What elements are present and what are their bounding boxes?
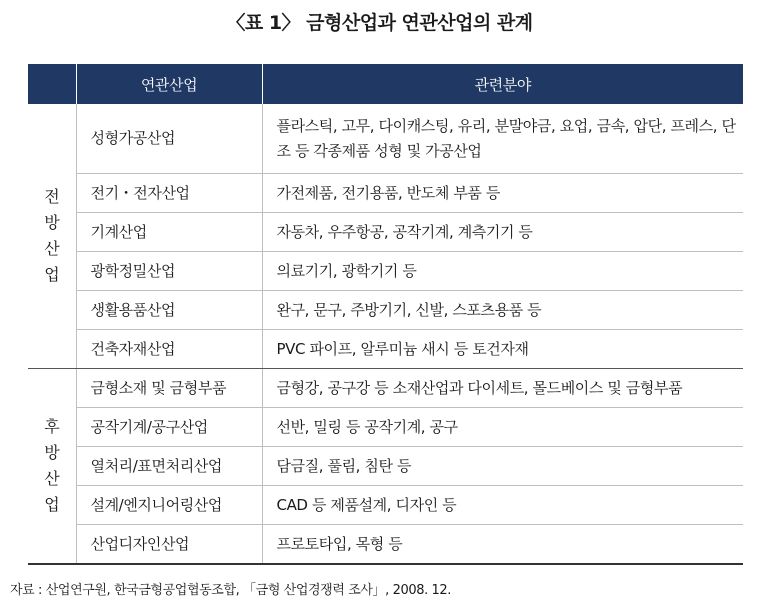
industry-cell: 열처리/표면처리산업	[76, 447, 262, 486]
industry-cell: 건축자재산업	[76, 330, 262, 369]
table-row	[28, 104, 743, 174]
industry-cell: 금형소재 및 금형부품	[76, 369, 262, 408]
table-row	[28, 291, 743, 330]
industry-cell: 설계/엔지니어링산업	[76, 486, 262, 525]
table-row	[28, 408, 743, 447]
group-label-backward: 후 방 산 업	[28, 369, 76, 565]
field-cell: CAD 등 제품설계, 디자인 등	[262, 486, 743, 525]
source-note: 자료 : 산업연구원, 한국금형공업협동조합, 「금형 산업경쟁력 조사」, 2008. 12.	[10, 583, 452, 598]
table-row	[28, 525, 743, 565]
table-title: 〈표 1〉 금형산업과 연관산업의 관계	[226, 12, 533, 34]
industry-cell: 기계산업	[76, 213, 262, 252]
field-cell: 가전제품, 전기용품, 반도체 부품 등	[262, 174, 743, 213]
header-group-blank	[28, 64, 76, 104]
relation-table-wrapper	[28, 64, 743, 565]
table-header-row	[28, 64, 743, 104]
header-industry: 연관산업	[76, 64, 262, 104]
table-row	[28, 252, 743, 291]
field-cell: 플라스틱, 고무, 다이캐스팅, 유리, 분말야금, 요업, 금속, 압단, 프레스, 단조 등 각종제품 성형 및 가공산업	[262, 104, 743, 174]
table-row	[28, 330, 743, 369]
table-row	[28, 369, 743, 408]
table-row	[28, 213, 743, 252]
industry-cell: 광학정밀산업	[76, 252, 262, 291]
table-row	[28, 447, 743, 486]
industry-cell: 공작기계/공구산업	[76, 408, 262, 447]
field-cell: 선반, 밀링 등 공작기계, 공구	[262, 408, 743, 447]
field-cell: 의료기기, 광학기기 등	[262, 252, 743, 291]
header-field: 관련분야	[262, 64, 743, 104]
industry-cell: 생활용품산업	[76, 291, 262, 330]
field-cell: 담금질, 풀림, 침탄 등	[262, 447, 743, 486]
industry-cell: 전기・전자산업	[76, 174, 262, 213]
industry-cell: 성형가공산업	[76, 104, 262, 174]
field-cell: 완구, 문구, 주방기기, 신발, 스포츠용품 등	[262, 291, 743, 330]
group-label-forward: 전 방 산 업	[28, 104, 76, 369]
table-row	[28, 174, 743, 213]
field-cell: 프로토타입, 목형 등	[262, 525, 743, 565]
table-row	[28, 486, 743, 525]
relation-table	[28, 64, 743, 565]
field-cell: PVC 파이프, 알루미늄 새시 등 토건자재	[262, 330, 743, 369]
field-cell: 금형강, 공구강 등 소재산업과 다이세트, 몰드베이스 및 금형부품	[262, 369, 743, 408]
field-cell: 자동차, 우주항공, 공작기계, 계측기기 등	[262, 213, 743, 252]
industry-cell: 산업디자인산업	[76, 525, 262, 565]
